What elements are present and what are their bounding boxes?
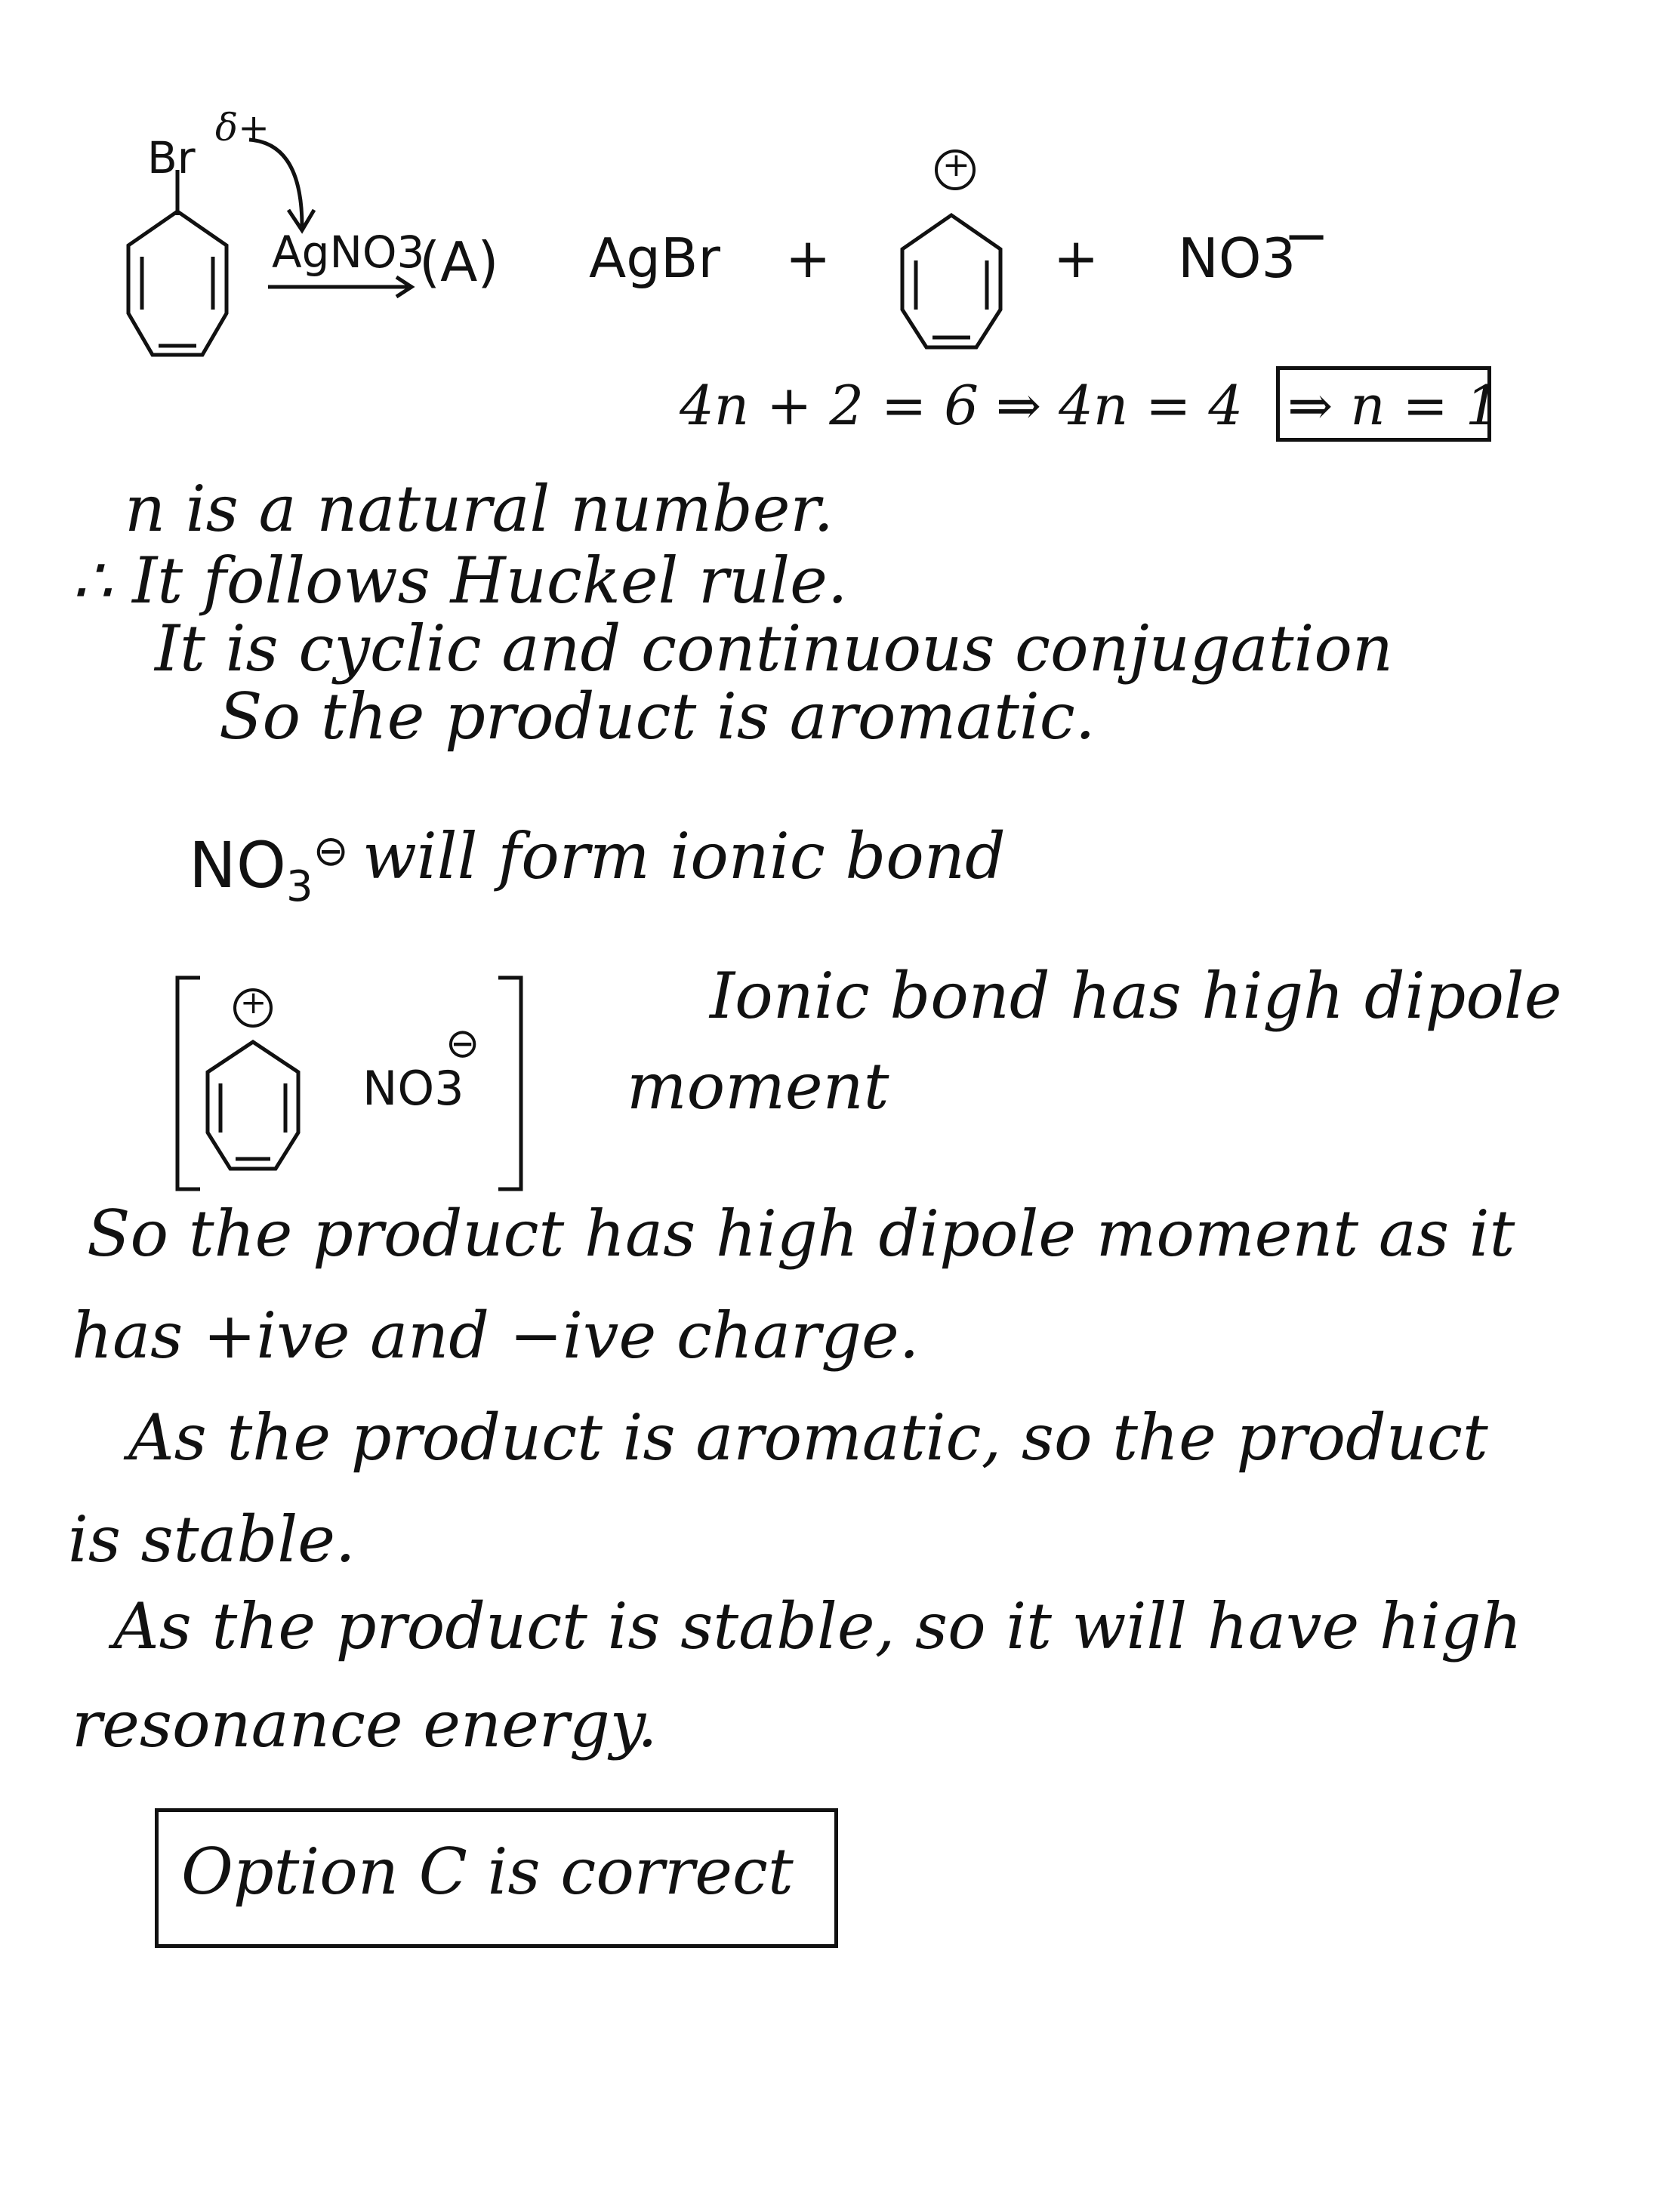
plus-charge-label: + (942, 146, 970, 184)
n-equals-one: ⇒ n = 1 (1287, 374, 1500, 437)
no3-ionic-text (189, 827, 349, 911)
paragraph-line-5: As the product is stable, so it will have high (113, 1589, 1522, 1663)
answer-text: Option C is correct (181, 1835, 794, 1909)
no3-charge: ⊖ (313, 827, 349, 876)
paragraph-line-2: has +ive and −ive charge. (72, 1299, 920, 1373)
natural-number-line: n is a natural number. (125, 472, 834, 546)
bracket-plus-label: + (240, 984, 267, 1021)
label-a: (A) (419, 230, 499, 294)
dipole-line-2: moment (627, 1049, 889, 1123)
nitrate-ion: NO3 (1178, 227, 1296, 290)
paragraph-line-3: As the product is aromatic, so the product (128, 1401, 1488, 1475)
huckel-equation: 4n + 2 = 6 ⇒ 4n = 4 (680, 374, 1244, 437)
paragraph-line-4: is stable. (68, 1502, 356, 1576)
bromo-cycloheptatriene-structure (113, 204, 242, 370)
ionic-bond-line: will form ionic bond (362, 819, 1006, 893)
bracket-minus: ⊖ (445, 1019, 480, 1067)
reagent-agno3: AgNO3 (272, 227, 425, 278)
br-label: Br (147, 132, 196, 183)
conjugation-line: It is cyclic and continuous conjugation (155, 612, 1394, 686)
product-agbr: AgBr (589, 227, 720, 290)
bracket-no3: NO3 (362, 1061, 464, 1116)
delta-plus-label: δ+ (215, 106, 270, 149)
aromatic-line: So the product is aromatic. (219, 680, 1096, 754)
bracket-tropylium-structure (193, 1034, 313, 1178)
reaction-arrow (268, 276, 419, 298)
paragraph-line-6: resonance energy. (72, 1687, 658, 1761)
nitrate-minus: − (1284, 204, 1330, 267)
curved-arrow (242, 128, 325, 242)
plus-sign-1: + (785, 227, 831, 290)
plus-sign-2: + (1053, 227, 1099, 290)
paragraph-line-1: So the product has high dipole moment as it (87, 1197, 1515, 1271)
no3-subscript: 3 (285, 861, 313, 911)
no3-prefix: NO (189, 828, 286, 902)
huckel-rule-line: ∴ It follows Huckel rule. (72, 544, 848, 618)
tropylium-structure (887, 208, 1016, 359)
dipole-line-1: Ionic bond has high dipole (710, 959, 1562, 1033)
